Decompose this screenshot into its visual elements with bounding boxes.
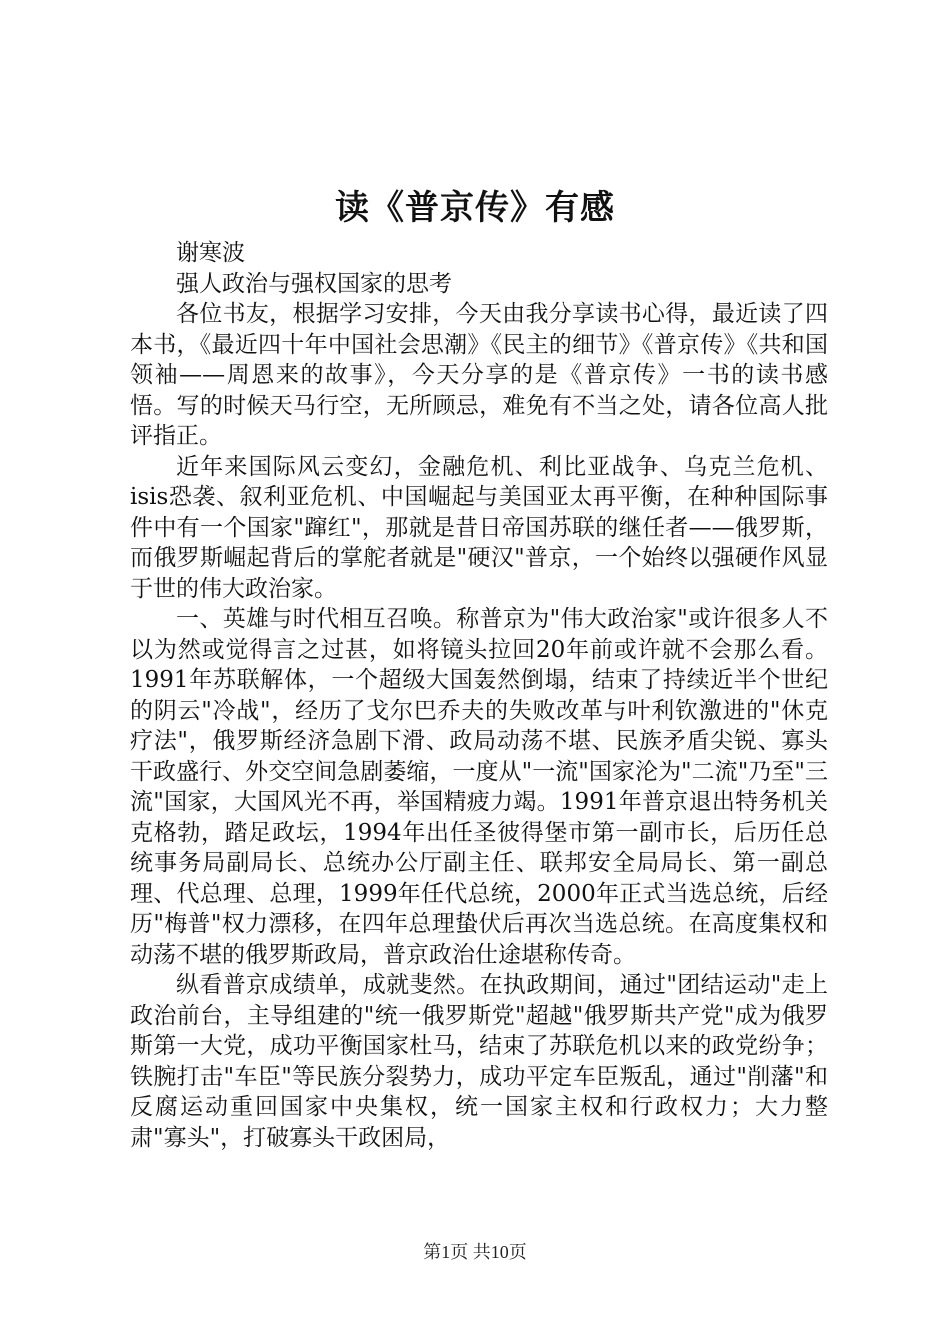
- subtitle-line: 强人政治与强权国家的思考: [176, 270, 452, 297]
- paragraph-1: 各位书友，根据学习安排，今天由我分享读书心得，最近读了四本书，《最近四十年中国社会思潮》《民主的细节》《普京传》《共和国领袖——周恩来的故事》，今天分享的是《普京传》一书的读书感悟。写的时候天马行空，无所顾忌，难免有不当之处，请各位高人批评指正。: [130, 301, 828, 449]
- paragraph-3: 一、英雄与时代相互召唤。称普京为"伟大政治家"或许很多人不以为然或觉得言之过甚，如将镜头拉回20年前或许就不会那么看。1991年苏联解体，一个超级大国轰然倒塌，结束了持续近半个世纪的阴云"冷战"，经历了戈尔巴乔夫的失败改革与叶利钦激进的"休克疗法"，俄罗斯经济急剧下滑、政局动荡不堪、民族矛盾尖锐、寡头干政盛行、外交空间急剧萎缩，一度从"一流"国家沦为"二流"乃至"三流"国家，大国风光不再，举国精疲力竭。1991年普京退出特务机关克格勃，踏足政坛，1994年出任圣彼得堡市第一副市长，后历任总统事务局副局长、总统办公厅副主任、联邦安全局局长、第一副总理、代总理、总理，1999年任代总统，2000年正式当选总统，后经历"梅普"权力漂移，在四年总理蛰伏后再次当选总统。在高度集权和动荡不堪的俄罗斯政局，普京政治仕途堪称传奇。: [130, 606, 828, 968]
- paragraph-4: 纵看普京成绩单，成就斐然。在执政期间，通过"团结运动"走上政治前台，主导组建的"统一俄罗斯党"超越"俄罗斯共产党"成为俄罗斯第一大党，成功平衡国家杜马，结束了苏联危机以来的政党纷争；铁腕打击"车臣"等民族分裂势力，成功平定车臣叛乱，通过"削藩"和反腐运动重回国家中央集权，统一国家主权和行政权力；大力整肃"寡头"，打破寡头干政困局，: [130, 972, 828, 1151]
- page-footer: 第1页 共10页: [423, 1242, 527, 1262]
- author-line: 谢寒波: [176, 240, 245, 266]
- document-body: [130, 238, 828, 1153]
- document-title: 读《普京传》有感: [335, 188, 615, 228]
- paragraph-2: 近年来国际风云变幻，金融危机、利比亚战争、乌克兰危机、isis恐袭、叙利亚危机、中国崛起与美国亚太再平衡，在种种国际事件中有一个国家"蹿红"，那就是昔日帝国苏联的继任者——俄罗斯，而俄罗斯崛起背后的掌舵者就是"硬汉"普京，一个始终以强硬作风显于世的伟大政治家。: [130, 453, 828, 602]
